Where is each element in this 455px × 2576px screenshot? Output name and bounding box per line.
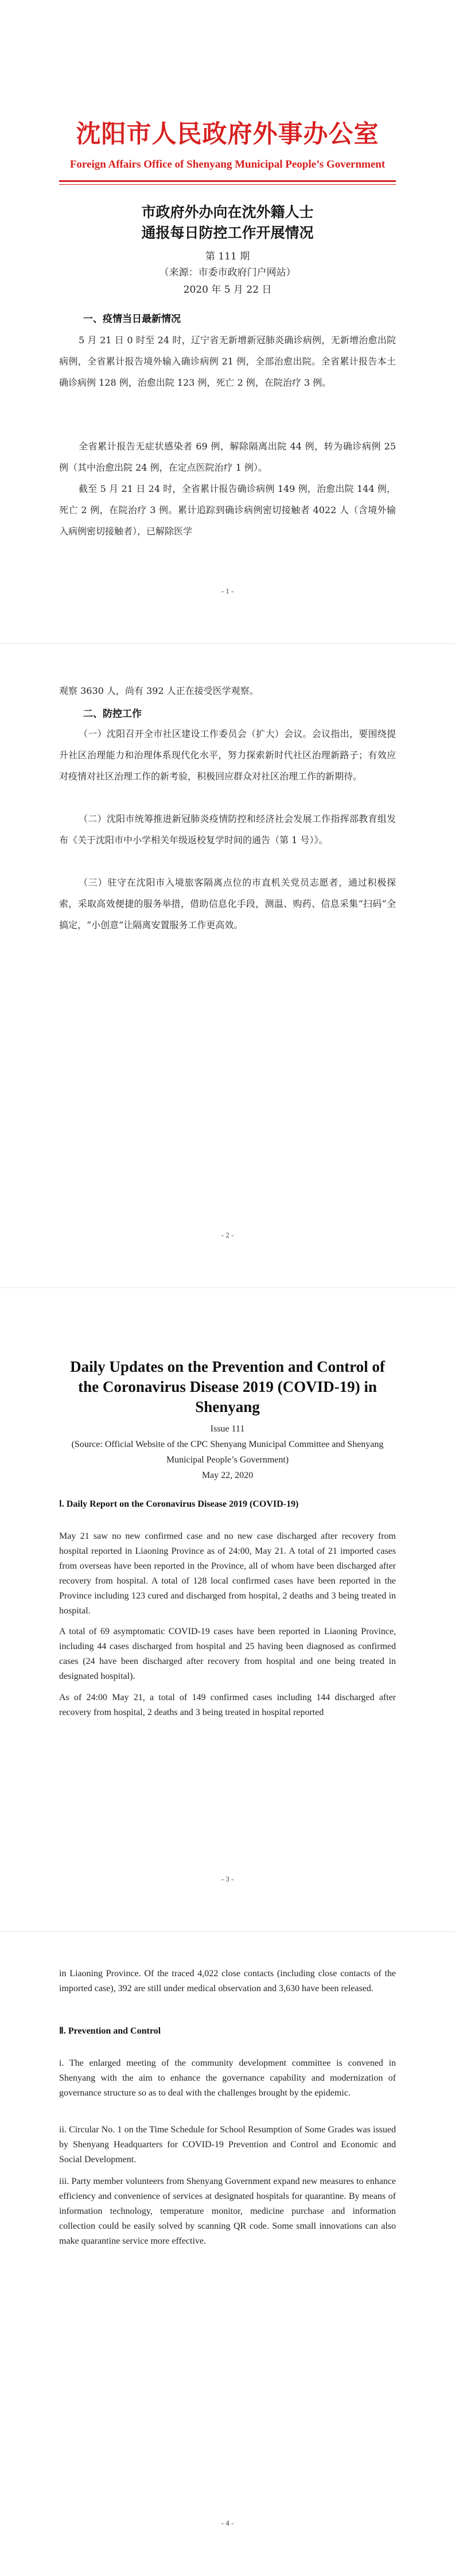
english-paragraph-case-report: May 21 saw no new confirmed case and no new case discharged after recovery from hospital reported in Liaoning Province as of 24:00, May 21. A total of 21 imported cases from overseas have been reported in the Province, all of whom have been discharged after recovery from hospital. A total of 128 local confirmed cases have been reported in the Province including 123 cured and discharged from hospital, 2 deaths and 3 being treated in hospital.: [59, 1531, 396, 1616]
section-heading-prevention: 二、防控工作: [83, 708, 142, 720]
english-paragraph-cumulative: As of 24:00 May 21, a total of 149 confirmed cases including 144 discharged after recovery from hospital, 2 deaths and 3 being treated in hospital reported: [59, 1693, 396, 1717]
masthead-title-cn: 沈阳市人民政府外事办公室: [76, 120, 379, 149]
english-paragraph-item-3: iii. Party member volunteers from Shenyang Government expand new measures to enhance efficiency and convenience of services at designated hospitals for quarantine. By means of information technology, temperature monitor, medicine purchase and information collection could be easily solved by scanning QR code. Some small innovations can also make quarantine service more effective.: [59, 2177, 396, 2246]
english-paragraph-item-2: ii. Circular No. 1 on the Time Schedule for School Resumption of Some Grades was issued by Shenyang Headquarters for COVID-19 Prevention and Control and Economic and Social Development.: [59, 2125, 396, 2164]
masthead-title-en: Foreign Affairs Office of Shenyang Municipal People’s Government: [69, 158, 386, 170]
document-title-line1: 市政府外办向在沈外籍人士: [141, 204, 314, 220]
red-divider-thin: [59, 184, 396, 185]
paragraph-case-report: 5 月 21 日 0 时至 24 时，辽宁省无新增新冠肺炎确诊病例，无新增治愈出院病例，全省累计报告境外输入确诊病例 21 例，全部治愈出院。全省累计报告本土确诊病例 128 例，治愈出院 123 例，死亡 2 例，在院治疗 3 例。: [59, 335, 396, 388]
english-source-line: (Source: Official Website of the CPC Shenyang Municipal Committee and Shenyang Municipal People’s Government): [71, 1440, 384, 1465]
source-line: （来源：市委市政府门户网站）: [159, 267, 296, 278]
paragraph-cumulative-continued: 观察 3630 人，尚有 392 人正在接受医学观察。: [59, 685, 259, 696]
paragraph-item-2: （二）沈阳市统筹推进新冠肺炎疫情防控和经济社会发展工作指挥部教育组发布《关于沈阳市中小学相关年级返校复学时间的通告（第 1 号）》。: [59, 813, 396, 845]
english-paragraph-item-1: i. The enlarged meeting of the community development committee is convened in Shenyang with the aim to enhance the governance capability and modernization of governance structure so as to deal with the challenges brought by the epidemic.: [59, 2058, 396, 2098]
page-4: [0, 1932, 455, 2576]
document-date: 2020 年 5 月 22 日: [183, 284, 272, 296]
page-number: - 4 -: [221, 2519, 234, 2527]
red-divider-thick: [59, 180, 396, 182]
document-title-line2: 通报每日防控工作开展情况: [141, 224, 314, 241]
paragraph-item-1: （一）沈阳召开全市社区建设工作委员会（扩大）会议。会议指出，要围绕提升社区治理能力和治理体系现代化水平，努力探索新时代社区治理新路子；有效应对疫情对社区治理工作的新考验，积极回应群众对社区治理工作的新期待。: [59, 728, 396, 782]
english-section-heading-prevention: Ⅱ. Prevention and Control: [59, 2026, 161, 2036]
paragraph-asymptomatic: 全省累计报告无症状感染者 69 例，解除隔离出院 44 例，转为确诊病例 25 例（其中治愈出院 24 例，在定点医院治疗 1 例）。: [59, 441, 396, 473]
page-3: [0, 1288, 455, 1932]
page-number: - 3 -: [221, 1875, 234, 1883]
issue-number: 第 111 期: [205, 251, 250, 262]
paragraph-cumulative: 截至 5 月 21 日 24 时，全省累计报告确诊病例 149 例，治愈出院 144 例，死亡 2 例，在院治疗 3 例。累计追踪到确诊病例密切接触者 4022 人（含境外输入病例密切接触者），已解除医学: [59, 483, 396, 537]
english-document-date: May 22, 2020: [201, 1471, 254, 1480]
paragraph-item-3: （三）驻守在沈阳市入境旅客隔离点位的市直机关党员志愿者，通过积极探索，采取高效便捷的服务举措，借助信息化手段，测温、购药、信息采集“扫码”全搞定，“小创意”让隔离安置服务工作更高效。: [59, 877, 396, 930]
page-number: - 2 -: [221, 1231, 234, 1239]
page-1: [0, 0, 455, 644]
english-issue-number: Issue 111: [210, 1424, 245, 1434]
page-2: [0, 644, 455, 1288]
english-paragraph-asymptomatic: A total of 69 asymptomatic COVID-19 cases have been reported in Liaoning Province, including 44 cases discharged from hospital and 25 having been diagnosed as confirmed cases (24 have been discharged after recovery from hospital and one being treated in designated hospital).: [59, 1627, 396, 1681]
english-document-title: Daily Updates on the Prevention and Control of the Coronavirus Disease 2019 (COVID-19) in Shenyang: [70, 1358, 385, 1415]
page-number: - 1 -: [221, 587, 234, 595]
english-section-heading-report: Ⅰ. Daily Report on the Coronavirus Disease 2019 (COVID-19): [59, 1499, 299, 1509]
english-paragraph-cumulative-continued: in Liaoning Province. Of the traced 4,022 close contacts (including close contacts of the imported case), 392 are still under medical observation and 3,630 have been released.: [59, 1969, 396, 1993]
section-heading-latest: 一、疫情当日最新情况: [83, 313, 181, 325]
